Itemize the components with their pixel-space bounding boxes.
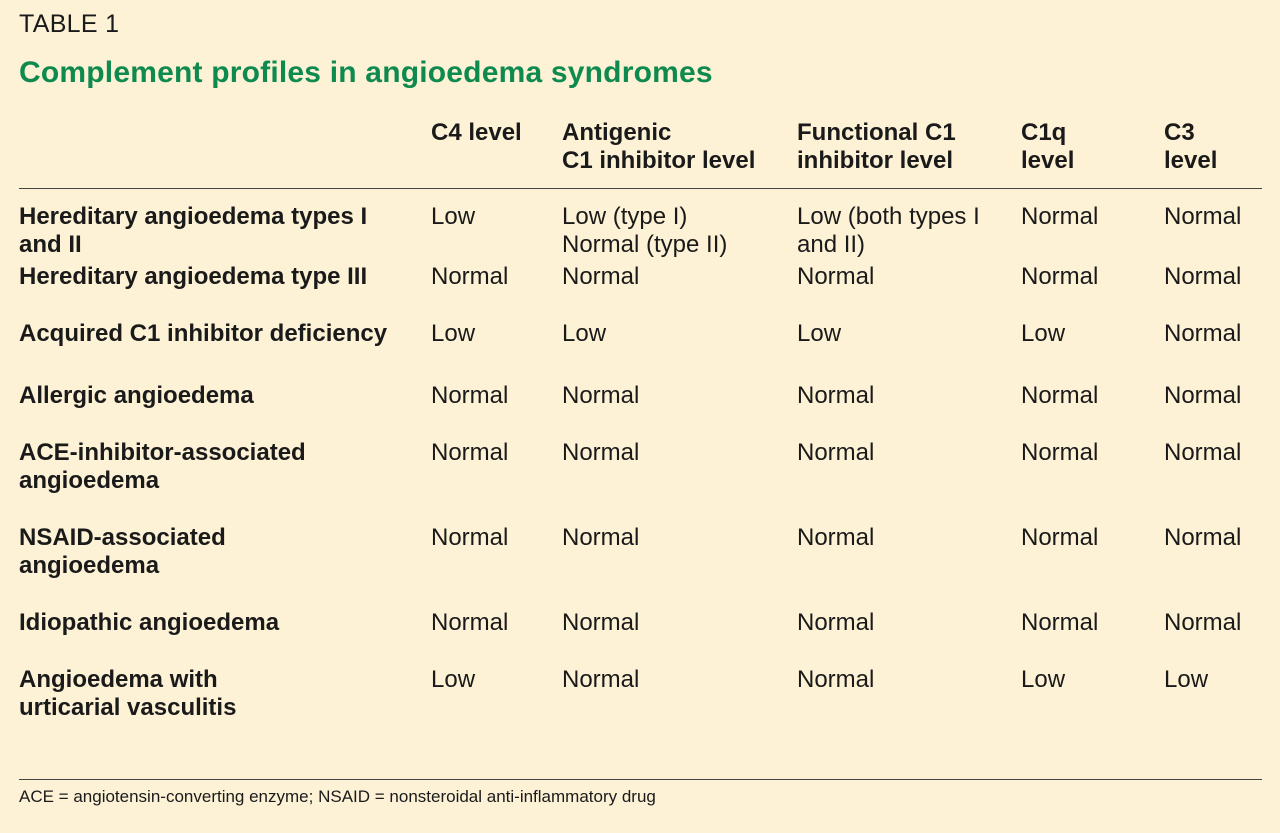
- header-text: C4 level: [431, 119, 522, 146]
- cell-antigenic: Normal: [562, 608, 640, 636]
- cell-antigenic: Normal: [562, 665, 640, 693]
- cell-c4: Normal: [431, 381, 509, 409]
- cell-antigenic: [562, 189, 797, 263]
- cell-c4: Low: [431, 203, 476, 230]
- cell-functional: Normal: [797, 608, 875, 636]
- header-text-line: C1 inhibitor level: [562, 147, 756, 174]
- table-row: [19, 666, 1262, 736]
- footnote: ACE = angiotensin-converting enzyme; NSAID = nonsteroidal anti-inflammatory drug: [19, 787, 656, 806]
- header-cell-c3-level: [1164, 116, 1262, 189]
- cell-functional: Low: [797, 319, 842, 347]
- cell-functional: Normal: [797, 262, 875, 290]
- cell-c4: Normal: [431, 438, 509, 466]
- header-text-line: C1q: [1021, 119, 1067, 146]
- row-label-line: and II: [19, 231, 82, 258]
- header-text-line: Functional C1: [797, 119, 956, 146]
- header-cell-empty: [19, 116, 431, 189]
- header-cell-functional-c1-inhibitor: [797, 116, 1021, 189]
- header-cell-c4-level: [431, 116, 562, 189]
- cell-c1q: Normal: [1021, 262, 1099, 290]
- row-label: Hereditary angioedema type III: [19, 262, 368, 290]
- row-label-line: urticarial vasculitis: [19, 693, 237, 721]
- table-row: [19, 609, 1262, 666]
- cell-c3: Normal: [1164, 203, 1242, 230]
- cell-antigenic: Low: [562, 319, 607, 347]
- cell-c3: Low: [1164, 665, 1209, 693]
- cell-functional: Normal: [797, 438, 875, 466]
- header-cell-antigenic-c1-inhibitor: [562, 116, 797, 189]
- row-label: Idiopathic angioedema: [19, 608, 280, 636]
- cell-c1q: Normal: [1021, 438, 1099, 466]
- cell-c1q: Normal: [1021, 203, 1099, 230]
- row-label-line: angioedema: [19, 551, 160, 579]
- cell-functional: Normal: [797, 665, 875, 693]
- cell-c3: Normal: [1164, 319, 1242, 347]
- cell-c1q: Low: [1021, 665, 1066, 693]
- row-label: [19, 666, 431, 736]
- table-row: [19, 524, 1262, 609]
- cell-antigenic: Normal: [562, 438, 640, 466]
- cell-c4: Low: [431, 319, 476, 347]
- cell-functional: Normal: [797, 523, 875, 551]
- cell-c3: Normal: [1164, 262, 1242, 290]
- row-label: Allergic angioedema: [19, 381, 254, 409]
- cell-line: Low (type I): [562, 203, 688, 230]
- header-cell-c1q-level: [1021, 116, 1164, 189]
- cell-c3: Normal: [1164, 523, 1242, 551]
- table-row: [19, 439, 1262, 524]
- table-row: [19, 189, 1262, 263]
- cell-antigenic: Normal: [562, 523, 640, 551]
- cell-c3: Normal: [1164, 608, 1242, 636]
- cell-line: Low (both types I: [797, 203, 980, 230]
- cell-c1q: Normal: [1021, 608, 1099, 636]
- row-label: [19, 524, 431, 609]
- cell-c1q: Low: [1021, 319, 1066, 347]
- header-text-line: level: [1164, 147, 1218, 174]
- cell-functional: [797, 189, 1021, 263]
- cell-c3: Normal: [1164, 438, 1242, 466]
- table-title: Complement profiles in angioedema syndromes: [19, 56, 713, 89]
- row-label-line: angioedema: [19, 466, 160, 494]
- cell-c4: Low: [431, 665, 476, 693]
- header-text-line: level: [1021, 147, 1075, 174]
- header-text-line: C3: [1164, 119, 1195, 146]
- cell-c4: Normal: [431, 262, 509, 290]
- header-text-line: inhibitor level: [797, 147, 954, 174]
- row-label-line: Angioedema with: [19, 665, 218, 693]
- cell-antigenic: Normal: [562, 262, 640, 290]
- cell-line: and II): [797, 231, 866, 258]
- row-label: [19, 189, 431, 263]
- row-label-line: Hereditary angioedema types I: [19, 203, 368, 230]
- cell-functional: Normal: [797, 381, 875, 409]
- cell-line: Normal (type II): [562, 231, 728, 258]
- header-text-line: Antigenic: [562, 119, 672, 146]
- table-row: [19, 320, 1262, 382]
- complement-table: [19, 116, 1262, 736]
- bottom-divider: [19, 779, 1262, 780]
- row-label: [19, 439, 431, 524]
- cell-c3: Normal: [1164, 381, 1242, 409]
- row-label: Acquired C1 inhibitor deficiency: [19, 319, 388, 347]
- table-row: [19, 382, 1262, 439]
- table-row: [19, 263, 1262, 320]
- cell-c1q: Normal: [1021, 523, 1099, 551]
- header-row: [19, 116, 1262, 189]
- cell-c1q: Normal: [1021, 381, 1099, 409]
- cell-c4: Normal: [431, 608, 509, 636]
- cell-c4: Normal: [431, 523, 509, 551]
- row-label-line: NSAID-associated: [19, 523, 226, 551]
- cell-antigenic: Normal: [562, 381, 640, 409]
- table-label: TABLE 1: [19, 10, 120, 38]
- row-label-line: ACE-inhibitor-associated: [19, 438, 306, 466]
